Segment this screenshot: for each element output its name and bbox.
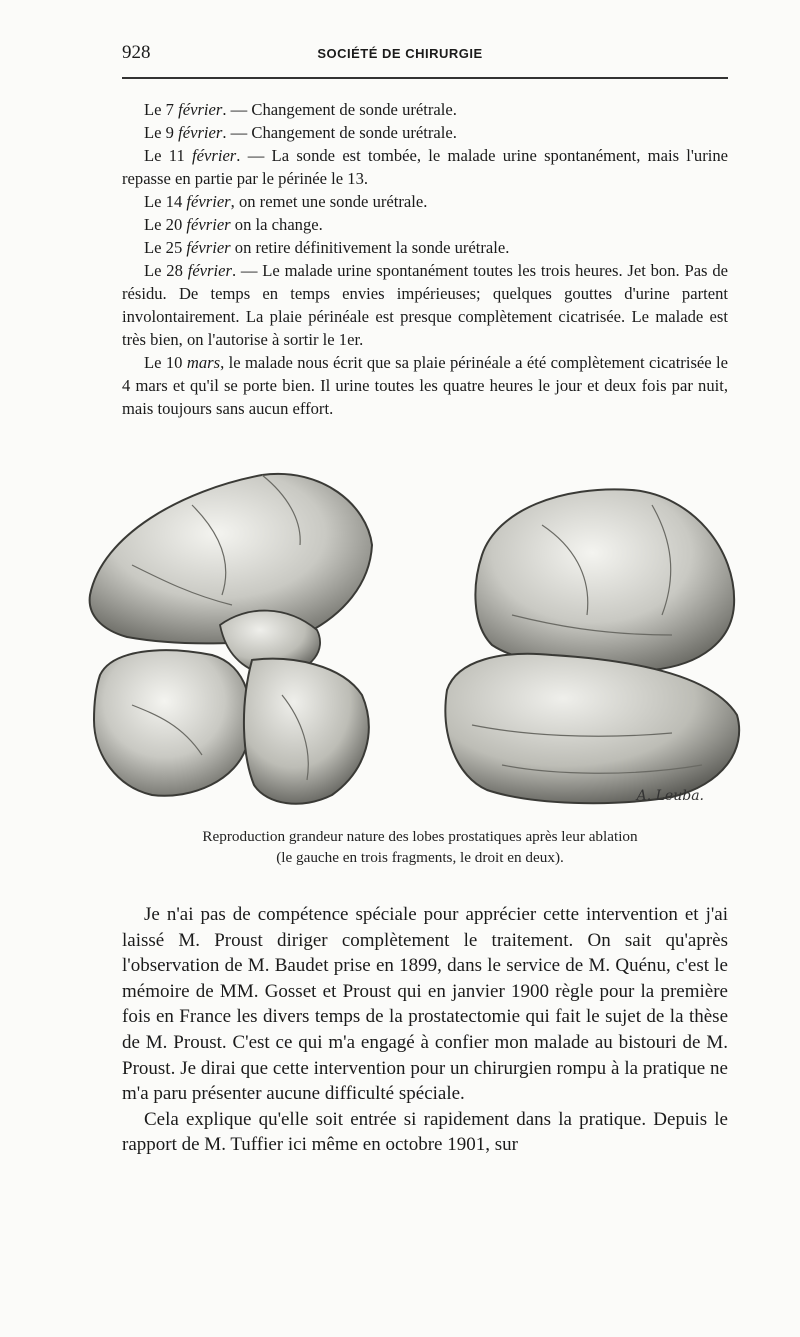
paragraph: Cela explique qu'elle soit entrée si rapidement dans la pratique. Depuis le rapport de M. Tuffier ici même en octobre 1901, sur — [122, 1108, 728, 1156]
log-entry — [122, 98, 728, 121]
entry-day: Le 7 — [144, 100, 179, 119]
right-lobe — [445, 489, 739, 803]
page-number: 928 — [122, 42, 151, 63]
entry-month: mars — [186, 353, 221, 372]
log-entry — [122, 236, 728, 259]
log-entry — [122, 351, 728, 420]
entry-text: . — Le malade urine spontanément toutes les trois heures. Jet bon. Pas de résidu. De temps en temps envies impérieuses; quelques gouttes d'urine partent involontairement. La plaie périnéale est presque complètement cicatrisée. Le malade est très bien, on l'autorise à sortir le 1er. — [122, 261, 728, 349]
entry-text: on retire définitivement la sonde urétrale. — [230, 238, 510, 257]
log-entry — [122, 121, 728, 144]
caption-line: (le gauche en trois fragments, le droit en deux). — [276, 849, 564, 866]
log-entry — [122, 144, 728, 190]
entry-day: Le 20 — [144, 215, 187, 234]
caption-line: Reproduction grandeur nature des lobes prostatiques après leur ablation — [202, 828, 638, 845]
entry-text: . — Changement de sonde urétrale. — [222, 100, 457, 119]
entry-day: Le 28 — [144, 261, 188, 280]
entry-day: Le 11 — [144, 146, 193, 165]
paragraph: Je n'ai pas de compétence spéciale pour apprécier cette intervention et j'ai laissé M. Proust diriger complètement le traitement. On sait qu'après l'observation de M. Baudet prise en 1899, dans le service de M. Quénu, c'est le mémoire de MM. Gosset et Proust qui en janvier 1900 règle pour la première fois en France les divers temps de la prostatectomie qui fait le sujet de la thèse de M. Proust. C'est ce qui m'a engagé à confier mon malade au bistouri de M. Proust. Je dirai que cette intervention pour un chirurgien rompu à la pratique ne m'a paru présenter aucune difficulté spéciale. — [122, 904, 728, 1105]
header-rule — [122, 77, 728, 79]
entry-day: Le 25 — [144, 238, 187, 257]
log-entry — [122, 259, 728, 351]
clinical-log — [122, 98, 728, 420]
entry-day: Le 9 — [144, 123, 179, 142]
entry-month: février — [187, 261, 232, 280]
entry-month: février — [186, 238, 231, 257]
artist-signature: A. Leuba. — [636, 788, 704, 804]
entry-text: , le malade nous écrit que sa plaie périnéale a été complètement cicatrisée le 4 mars et qu'il se porte bien. Il urine toutes les quatre heures le jour et deux fois par nuit, mais toujours sans aucun effort. — [122, 353, 728, 418]
entry-month: février — [192, 146, 237, 165]
log-entry — [122, 213, 728, 236]
entry-text: , on remet une sonde urétrale. — [230, 192, 428, 211]
figure-caption — [110, 826, 730, 868]
entry-month: février — [186, 215, 231, 234]
entry-day: Le 14 — [144, 192, 187, 211]
left-lobe — [90, 474, 372, 804]
entry-day: Le 10 — [144, 353, 187, 372]
entry-text: . — Changement de sonde urétrale. — [222, 123, 457, 142]
entry-month: février — [178, 100, 223, 119]
log-entry — [122, 190, 728, 213]
prostate-illustration — [72, 465, 752, 820]
entry-text: . — La sonde est tombée, le malade urine spontanément, mais l'urine repasse en partie par le périnée le 13. — [122, 146, 728, 188]
running-head: SOCIÉTÉ DE CHIRURGIE — [317, 46, 483, 61]
entry-month: février — [186, 192, 231, 211]
entry-text: on la change. — [230, 215, 323, 234]
entry-month: février — [178, 123, 223, 142]
body-text — [122, 902, 728, 1158]
